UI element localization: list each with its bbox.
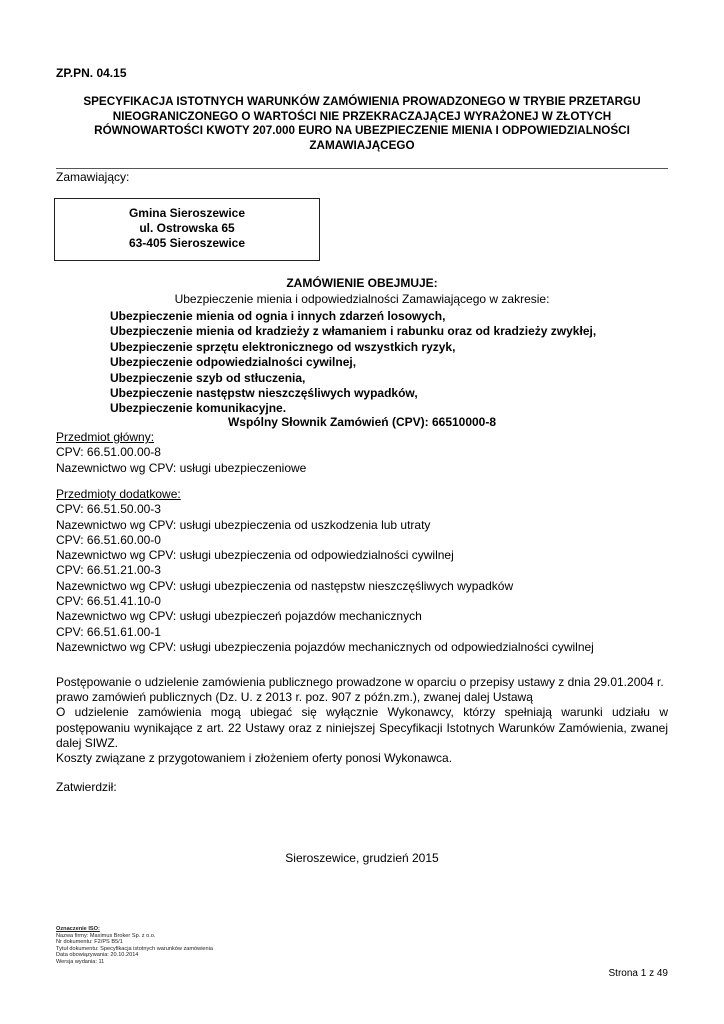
main-subject-line: Nazewnictwo wg CPV: usługi ubezpieczeniowe xyxy=(56,460,307,475)
ordering-party-name: Gmina Sieroszewice xyxy=(128,206,246,220)
ordering-party-street: ul. Ostrowska 65 xyxy=(139,221,235,235)
additional-subjects-heading: Przedmioty dodatkowe: xyxy=(56,487,181,501)
scope-list xyxy=(110,309,596,417)
main-subject-line: CPV: 66.51.00.00-8 xyxy=(56,445,161,460)
title-line: RÓWNOWARTOŚCI KWOTY 207.000 EURO NA UBEZPIECZENIE MIENIA I ODPOWIEDZIALNOŚCI xyxy=(94,124,630,137)
paragraph-eligibility: O udzielenie zamówienia mogą ubiegać się wyłącznie Wykonawcy, którzy spełniają warunki udziału w postępowaniu wynikające z art. 22 Ustawy oraz z niniejszej Specyfikacji Istotnych Warunków Zamówienia, zwanej dalej SIWZ. xyxy=(56,705,668,750)
divider xyxy=(56,168,668,169)
place-and-date: Sieroszewice, grudzień 2015 xyxy=(285,851,439,865)
cpv-vocabulary-line: Wspólny Słownik Zamówień (CPV): 66510000-8 xyxy=(227,415,497,429)
additional-subject-line: Nazewnictwo wg CPV: usługi ubezpieczenia od odpowiedzialności cywilnej xyxy=(56,548,454,563)
iso-footer xyxy=(56,926,213,966)
additional-subject-line: Nazewnictwo wg CPV: usługi ubezpieczeń pojazdów mechanicznych xyxy=(56,609,422,624)
iso-heading: Oznaczenie ISO: xyxy=(56,926,100,932)
additional-subjects-section xyxy=(56,487,594,655)
procedure-paragraphs xyxy=(56,675,668,766)
scope-heading: ZAMÓWIENIE OBEJMUJE: xyxy=(286,276,438,290)
main-subject-heading: Przedmiot główny: xyxy=(56,430,155,444)
scope-intro: Ubezpieczenie mienia i odpowiedzialności Zamawiającego w zakresie: xyxy=(174,292,550,306)
iso-line: Data obowiązywania: 20.10.2014 xyxy=(56,952,139,959)
additional-subject-line: CPV: 66.51.41.10-0 xyxy=(56,594,161,609)
title-line: NIEOGRANICZONEGO O WARTOŚCI NIE PRZEKRACZAJĄCEJ WYRAŻONEJ W ZŁOTYCH xyxy=(112,109,612,123)
ordering-party-label: Zamawiający: xyxy=(56,170,130,184)
scope-item: Ubezpieczenie komunikacyjne. xyxy=(110,401,287,416)
additional-subject-line: Nazewnictwo wg CPV: usługi ubezpieczenia pojazdów mechanicznych od odpowiedzialności cywilnej xyxy=(56,639,594,654)
additional-subject-line: CPV: 66.51.61.00-1 xyxy=(56,624,161,639)
ordering-party-box xyxy=(54,198,320,261)
iso-line: Wersja wydania: 11 xyxy=(56,958,105,965)
main-subject-section xyxy=(56,430,306,476)
additional-subject-line: CPV: 66.51.21.00-3 xyxy=(56,563,161,578)
iso-line: Nr dokumentu: F2/PS B5/1 xyxy=(56,939,123,946)
ordering-party-city: 63-405 Sieroszewice xyxy=(128,236,246,250)
document-reference: ZP.PN. 04.15 xyxy=(56,66,127,80)
scope-item: Ubezpieczenie mienia od kradzieży z włamaniem i rabunku oraz od kradzieży zwykłej, xyxy=(110,324,597,339)
iso-line: Tytuł dokumentu: Specyfikacja istotnych warunków zamówienia xyxy=(56,945,214,952)
additional-subject-line: CPV: 66.51.60.00-0 xyxy=(56,532,161,547)
scope-item: Ubezpieczenie odpowiedzialności cywilnej, xyxy=(110,355,357,370)
additional-subject-line: Nazewnictwo wg CPV: usługi ubezpieczenia od uszkodzenia lub utraty xyxy=(56,517,431,532)
additional-subject-line: CPV: 66.51.50.00-3 xyxy=(56,502,161,517)
title-line: ZAMAWIAJĄCEGO xyxy=(309,138,415,152)
scope-item: Ubezpieczenie sprzętu elektronicznego od wszystkich ryzyk, xyxy=(110,339,456,354)
approved-label: Zatwierdził: xyxy=(56,780,117,794)
document-title xyxy=(56,95,668,153)
scope-item: Ubezpieczenie szyb od stłuczenia, xyxy=(110,370,306,385)
title-line: SPECYFIKACJA ISTOTNYCH WARUNKÓW ZAMÓWIENIA PROWADZONEGO W TRYBIE PRZETARGU xyxy=(83,95,641,108)
page-number: Strona 1 z 49 xyxy=(608,968,668,979)
paragraph-costs: Koszty związane z przygotowaniem i złożeniem oferty ponosi Wykonawca. xyxy=(56,751,453,766)
scope-item: Ubezpieczenie następstw nieszczęśliwych wypadków, xyxy=(110,386,418,401)
scope-item: Ubezpieczenie mienia od ognia i innych zdarzeń losowych, xyxy=(110,309,446,323)
paragraph-legal-basis: Postępowanie o udzielenie zamówienia publicznego prowadzone w oparciu o przepisy ustawy z dnia 29.01.2004 r. prawo zamówień publicznych (Dz. U. z 2013 r. poz. 907 z późn.zm.), zwanej dalej Ustawą xyxy=(56,675,664,705)
additional-subject-line: Nazewnictwo wg CPV: usługi ubezpieczenia od następstw nieszczęśliwych wypadków xyxy=(56,578,514,593)
iso-line: Nazwa firmy: Maximus Broker Sp. z o.o. xyxy=(56,932,156,939)
